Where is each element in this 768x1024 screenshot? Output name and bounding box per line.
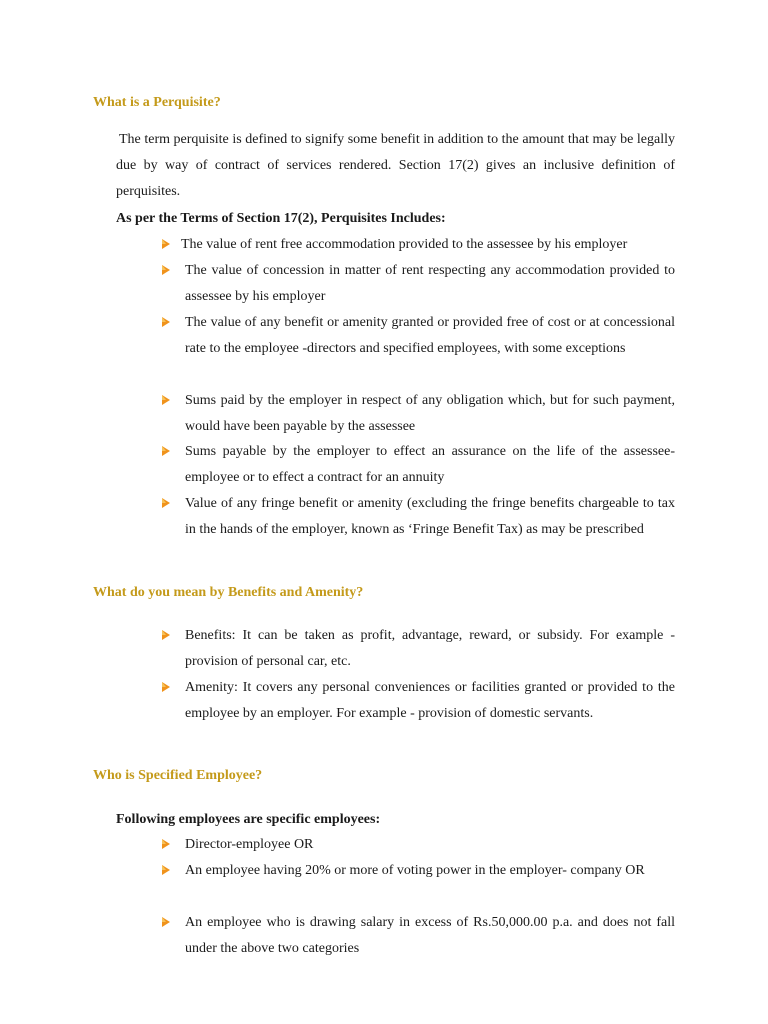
list-item (162, 623, 675, 675)
list-item (162, 675, 675, 727)
list-item-text: Director-employee OR (185, 837, 314, 852)
arrow-bullet-icon (162, 917, 170, 927)
list-item-text: The value of any benefit or amenity granted or provided free of cost or at concessional rate to the employee -directors and specified employees, with some exceptions (185, 315, 675, 356)
subheading-specific-employees: Following employees are specific employees: (116, 812, 381, 827)
list-item (162, 232, 675, 258)
subheading-section-17-2: As per the Terms of Section 17(2), Perquisites Includes: (116, 211, 446, 226)
arrow-bullet-icon (162, 839, 170, 849)
list-item-text: The value of concession in matter of rent respecting any accommodation provided to assessee by his employer (185, 263, 675, 304)
arrow-bullet-icon (162, 865, 170, 875)
list-item (162, 858, 675, 884)
arrow-bullet-icon (162, 265, 170, 275)
list-item-text: An employee who is drawing salary in excess of Rs.50,000.00 p.a. and does not fall under the above two categories (185, 915, 675, 956)
arrow-bullet-icon (162, 446, 170, 456)
list-item (162, 310, 675, 362)
list-item (162, 439, 675, 491)
list-item-text: An employee having 20% or more of voting power in the employer- company OR (185, 863, 645, 878)
heading-what-is-perquisite: What is a Perquisite? (93, 95, 221, 110)
list-item (162, 491, 675, 543)
arrow-bullet-icon (162, 498, 170, 508)
heading-benefits-and-amenity: What do you mean by Benefits and Amenity? (93, 585, 364, 600)
list-item-text: Value of any fringe benefit or amenity (excluding the fringe benefits chargeable to tax in the hands of the employer, known as ‘Fringe Benefit Tax) as may be prescribed (185, 496, 675, 537)
arrow-bullet-icon (162, 395, 170, 405)
list-item-text: Benefits: It can be taken as profit, advantage, reward, or subsidy. For example - provision of personal car, etc. (185, 628, 675, 669)
list-item (162, 832, 675, 858)
list-item-text: Sums paid by the employer in respect of any obligation which, but for such payment, would have been payable by the assessee (185, 393, 675, 434)
arrow-bullet-icon (162, 239, 170, 249)
list-item (162, 910, 675, 962)
arrow-bullet-icon (162, 630, 170, 640)
arrow-bullet-icon (162, 682, 170, 692)
intro-paragraph: The term perquisite is defined to signify some benefit in addition to the amount that may be legally due by way of contract of services rendered. Section 17(2) gives an inclusive definition of perquisites. (116, 132, 675, 199)
heading-specified-employee: Who is Specified Employee? (93, 768, 263, 783)
list-item-text: Amenity: It covers any personal conveniences or facilities granted or provided to the employee by an employer. For example - provision of domestic servants. (185, 680, 675, 721)
arrow-bullet-icon (162, 317, 170, 327)
list-item-text: Sums payable by the employer to effect an assurance on the life of the assessee-employee or to effect a contract for an annuity (185, 444, 675, 485)
list-item (162, 388, 675, 440)
list-item-text: The value of rent free accommodation provided to the assessee by his employer (181, 237, 628, 252)
list-item (162, 258, 675, 310)
